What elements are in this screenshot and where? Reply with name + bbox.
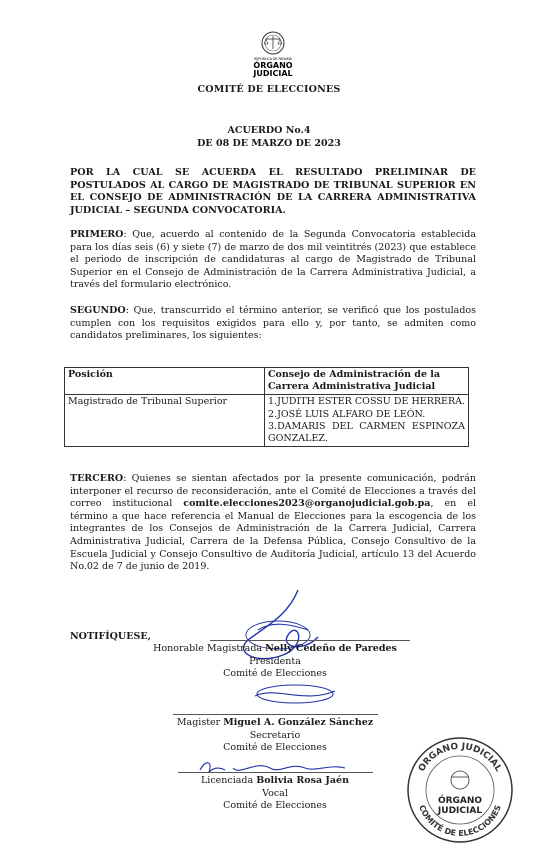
stamp-center-2: JUDICIAL [437, 806, 483, 816]
signatory-3-name: Bolivia Rosa Jaén [256, 775, 350, 786]
candidate-2: 2.JOSÉ LUIS ALFARO DE LEÓN. [268, 408, 426, 420]
svg-text:ORGANO JUDICIAL [417, 742, 503, 774]
logo-word-1: ÓRGANO [253, 61, 293, 70]
agreement-number: ACUERDO No.4 [227, 125, 311, 136]
signatory-1-body: Comité de Elecciones [223, 668, 327, 679]
official-stamp [405, 735, 515, 845]
tercero-text-2: , en el término a que hace referencia el Manual de Elecciones para la escogencia de los integrantes de los Consejos de Administración de la Carrera Judicial, Carrera Administrativa Judicial, Carrera de la Defensa Pública, Consejo Consultivo de la Escuela Judicial y Consejo Consultivo de Auditoría Judicial, artículo 13 del Acuerdo No.02 de 7 de junio de 2019. [70, 498, 476, 573]
tercero-text-1: : Quienes se sientan afectados por la presente comunicación, podrán interponer el recurso de reconsideración, ante el Comité de Elecciones a través del correo institucional [70, 473, 476, 510]
agreement-heading [0, 124, 538, 150]
notify-line: NOTIFÍQUESE, [70, 631, 151, 642]
signatory-3-title: Licenciada [200, 775, 254, 786]
signatory-2-body: Comité de Elecciones [223, 742, 327, 753]
paragraph-tercero [70, 473, 476, 574]
position-cell: Magistrado de Tribunal Superior [65, 395, 265, 447]
agreement-date: DE 08 DE MARZO DE 2023 [197, 138, 341, 149]
primero-text: : Que, acuerdo al contenido de la Segunda Convocatoria establecida para los días seis (6) y siete (7) de marzo de dos mil veintitrés (2023) que establece el periodo de inscripción de candidaturas al cargo de Magistrado de Tribunal Superior en el Consejo de Administración de la Carrera Administrativa Judicial, a través del formulario electrónico. [70, 229, 476, 291]
signatory-2-name: Miguel A. González Sánchez [223, 717, 374, 728]
stamp-top-text: ORGANO JUDICIAL [416, 741, 504, 774]
segundo-text: : Que, transcurrido el término anterior, se verificó que los postulados cumplen con los requisitos exigidos para ello y, por tanto, se admiten como candidatos preliminares, los siguientes: [70, 305, 476, 342]
signatory-1-name: Nelly Cedeño de Paredes [265, 643, 397, 654]
signatory-2-title: Magister [176, 717, 221, 728]
candidates-cell [265, 395, 469, 447]
stamp-bottom-text: COMITÉ DE ELECCIONES [417, 803, 503, 839]
organo-judicial-logo [244, 30, 302, 82]
candidate-3: 3.DAMARIS DEL CARMEN ESPINOZA GONZALEZ. [268, 420, 465, 445]
signature-line [173, 714, 378, 715]
candidates-table [64, 367, 469, 447]
paragraph-segundo [70, 305, 476, 343]
signatory-2-role: Secretario [249, 729, 301, 741]
institutional-email: comite.elecciones2023@organojudicial.gob.pa [183, 498, 431, 510]
signatory-secretary [140, 714, 410, 755]
primero-label: PRIMERO [70, 229, 124, 240]
committee-heading: COMITÉ DE ELECCIONES [197, 84, 341, 95]
tercero-label: TERCERO [70, 473, 124, 484]
signatory-3-body: Comité de Elecciones [223, 800, 327, 811]
segundo-label: SEGUNDO [70, 305, 126, 316]
signature-secretary [250, 676, 340, 716]
logo-word-2: JUDICIAL [253, 69, 293, 78]
logo-small-text: REPÚBLICA DE PANAMÁ [254, 57, 292, 61]
signatory-1-title: Honorable Magistrada [153, 643, 263, 654]
stamp-center-1: ÓRGANO [437, 796, 483, 806]
signature-line [210, 640, 410, 641]
table-header-row [65, 368, 469, 395]
candidate-1: 1.JUDITH ESTER COSSU DE HERRERA. [268, 396, 465, 408]
signatory-3-role: Vocal [262, 787, 288, 799]
signatory-vocal [140, 772, 410, 813]
agreement-subject: POR LA CUAL SE ACUERDA EL RESULTADO PRELIMINAR DE POSTULADOS AL CARGO DE MAGISTRADO DE TRIBUNAL SUPERIOR EN EL CONSEJO DE ADMINISTRACIÓN DE LA CARRERA ADMINISTRATIVA JUDICIAL – SEGUNDA CONVOCATORIA. [70, 167, 476, 216]
header-position: Posición [65, 368, 265, 395]
header-council: Consejo de Administración de la Carrera Administrativa Judicial [265, 368, 469, 395]
signature-line [178, 772, 373, 773]
paragraph-primero [70, 229, 476, 292]
table-row [65, 395, 469, 447]
signatory-1-role: Presidenta [249, 655, 301, 667]
signatory-president [140, 640, 410, 681]
